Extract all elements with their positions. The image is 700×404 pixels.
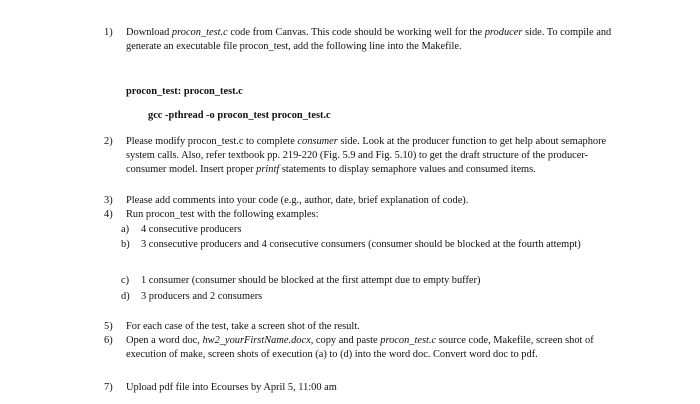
example-text: 3 producers and 2 consumers [141,291,263,302]
item-number: 7) [104,382,113,393]
example-label: b) [121,239,130,250]
item-text: Please modify procon_test.c to complete consumer side. Look at the producer function to get help about semaphore system calls. Also, refer textbook pp. 219-220 (Fig. 5.9 and Fig. 5.10) to get the draft structure of the producer-consumer model. Insert proper printf statements to display semaphore values and consumed items. [126,136,607,175]
makefile-command-line: gcc -pthread -o procon_test procon_test.c [148,110,331,121]
example-label: d) [121,291,130,302]
example-label: c) [121,275,130,286]
example-text: 1 consumer (consumer should be blocked at the first attempt due to empty buffer) [141,275,481,286]
item-number: 1) [104,27,113,38]
item-text: For each case of the test, take a screen shot of the result. [126,321,360,332]
instruction-item-1 [104,26,624,70]
instruction-item-6 [104,334,624,378]
example-text: 3 consecutive producers and 4 consecutive consumers (consumer should be blocked at the fourth attempt) [141,239,581,250]
item-number: 5) [104,321,113,332]
makefile-target-line: procon_test: procon_test.c [126,86,243,97]
item-text: Download procon_test.c code from Canvas. This code should be working well for the producer side. To compile and generate an executable file procon_test, add the following line into the Makefile. [126,27,612,52]
example-label: a) [121,224,130,235]
item-number: 3) [104,195,113,206]
item-text: Please add comments into your code (e.g., author, date, brief explanation of code). [126,195,469,206]
example-text: 4 consecutive producers [141,224,242,235]
item-text: Upload pdf file into Ecourses by April 5, 11:00 am [126,382,337,393]
item-number: 2) [104,136,113,147]
item-text: Open a word doc, hw2_yourFirstName.docx, copy and paste procon_test.c source code, Makefile, screen shot of execution of make, screen shots of execution (a) to (d) into the word doc. Convert word doc to pdf. [126,335,594,360]
item-number: 4) [104,209,113,220]
instruction-item-2 [104,135,624,193]
item-number: 6) [104,335,113,346]
item-text: Run procon_test with the following examples: [126,209,319,220]
